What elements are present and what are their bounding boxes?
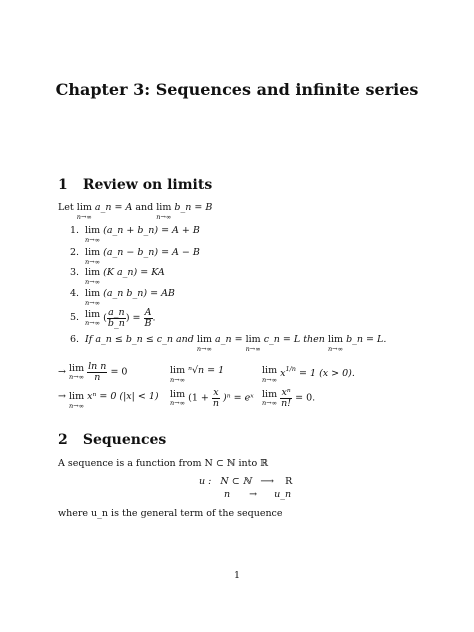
limit-operator: lim n→∞	[245, 334, 261, 353]
fraction: $\frac{x}{n}$	[212, 387, 220, 409]
section-title: Sequences	[82, 432, 167, 448]
arrow-icon: →	[58, 366, 66, 378]
limit-operator: lim n→∞	[262, 365, 278, 384]
intro-line	[58, 203, 212, 220]
section-heading-review	[58, 177, 212, 193]
special-limit: lim n→∞ $x^{1/n} = 1$ (x > 0).	[262, 365, 355, 384]
limit-operator: lim n→∞	[85, 288, 101, 307]
special-limit: lim n→∞ $\frac{\text{xⁿ}}{n!}$ = 0.	[262, 387, 316, 409]
intro-b-limit: b_n = B	[174, 202, 213, 213]
fraction: $\frac{\text{ln n}}{n}$	[88, 361, 107, 383]
mapping-row-1: u : N ⊂ ℕ ⟶ R	[199, 476, 293, 487]
list-item: 1. lim n→∞ (a_n + b_n) = A + B	[70, 225, 200, 244]
list-item: 6. If a_n ≤ b_n ≤ c_n and lim n→∞ a_n = lim n→∞ c_n = L then lim n→∞ b_n = L.	[70, 334, 387, 353]
section-number: 1	[58, 177, 68, 193]
chapter-title: Chapter 3: Sequences and infinite series	[55, 80, 419, 99]
list-item: 3. lim n→∞ (K a_n) = KA	[70, 267, 165, 286]
limit-operator: lim n→∞	[170, 388, 186, 407]
limit-operator: lim n→∞	[85, 247, 101, 266]
limit-operator: lim n→∞	[327, 334, 344, 353]
long-arrow-icon: ⟶	[260, 476, 275, 487]
section-heading-sequences	[58, 432, 166, 448]
arrow-icon: →	[249, 489, 258, 500]
list-item: 5. lim n→∞ ( $\frac{a\_n}{b\_n}$ ) = $\frac{A}{B}$ .	[70, 307, 156, 329]
fraction: $\frac{\text{xⁿ}}{n!}$	[281, 387, 292, 409]
intro-let: Let	[58, 202, 74, 213]
general-term-note: where u_n is the general term of the sequence	[58, 508, 283, 519]
special-limit: → lim n→∞ $\frac{\text{ln n}}{n}$ = 0	[58, 361, 128, 383]
fraction: $\frac{A}{B}$	[144, 307, 152, 329]
special-limit: lim n→∞ ⁿ√n = 1	[170, 365, 225, 384]
intro-and: and	[135, 202, 154, 213]
special-limit: → lim n→∞ xⁿ = 0 (|x| < 1)	[58, 391, 159, 410]
limit-operator: lim n→∞	[196, 334, 212, 353]
mapping-row-2: n → u_n	[224, 489, 292, 500]
list-item: 2. lim n→∞ (a_n − b_n) = A − B	[70, 247, 200, 266]
limit-operator: lim n→∞	[69, 391, 85, 410]
limit-operator: lim n→∞	[85, 267, 101, 286]
arrow-icon: →	[58, 391, 66, 402]
special-limit: lim n→∞ (1 + $\frac{x}{n}$ )ⁿ = eˣ	[170, 387, 254, 409]
limit-operator: lim n→∞	[262, 388, 278, 407]
page-number: 1	[233, 570, 241, 581]
list-item: 4. lim n→∞ (a_n b_n) = AB	[70, 288, 175, 307]
fraction: $\frac{a\_n}{b\_n}$	[107, 307, 125, 329]
limit-operator: lim n→∞	[85, 225, 101, 244]
limit-operator: lim n→∞	[76, 202, 92, 221]
limit-operator: lim n→∞	[156, 202, 172, 221]
sequence-definition: A sequence is a function from N ⊂ ℕ into ℝ	[58, 458, 269, 469]
limit-operator: lim n→∞	[69, 362, 85, 381]
intro-a-limit: a_n = A	[94, 202, 133, 213]
section-number: 2	[58, 432, 68, 448]
limit-operator: lim n→∞	[170, 365, 186, 384]
limit-operator: lim n→∞	[85, 308, 101, 327]
section-title: Review on limits	[82, 177, 213, 193]
